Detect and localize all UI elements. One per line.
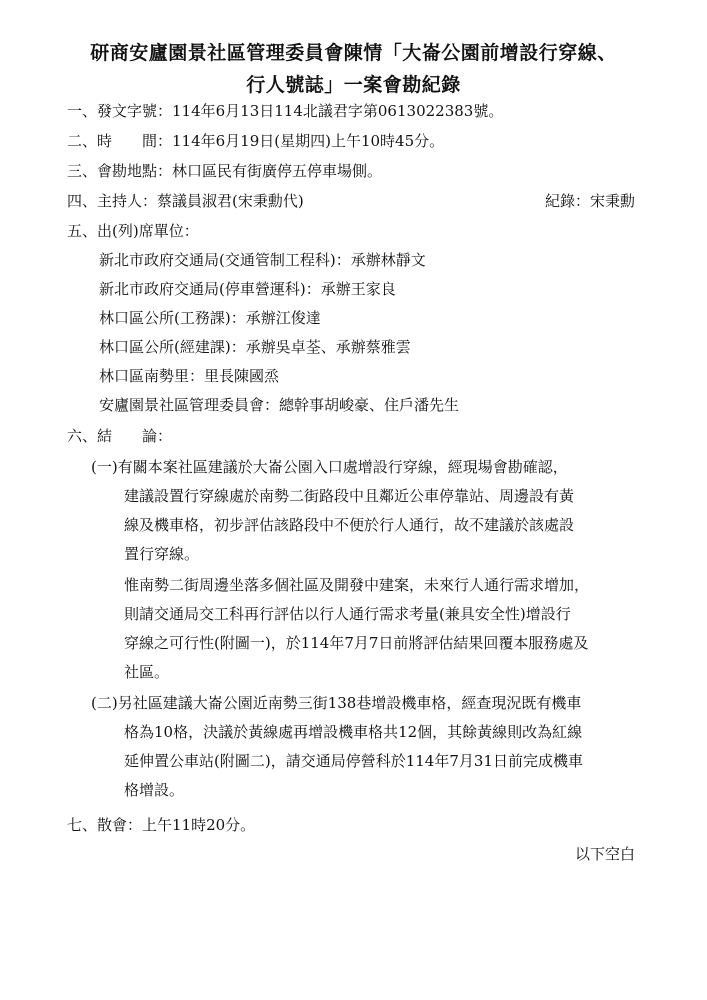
item-meeting-place: 三、會勘地點：林口區民有街廣停五停車場側。 xyxy=(67,162,383,180)
attendee: 林口區南勢里：里長陳國烝 xyxy=(99,367,280,385)
conclusion-1-line: 線及機車格，初步評估該路段中不便於行人通行，故不建議於該處設 xyxy=(124,516,575,534)
item-recorder: 紀錄：宋秉勳 xyxy=(544,192,635,210)
item-document-number: 一、發文字號：114年6月13日114北議君字第0613022383號。 xyxy=(67,102,504,120)
conclusion-1-line: 建議設置行穿線處於南勢二街路段中且鄰近公車停靠站、周邊設有黃 xyxy=(124,487,575,505)
item-meeting-time: 二、時 間：114年6月19日(星期四)上午10時45分。 xyxy=(67,132,445,150)
item-attendees-heading: 五、出(列)席單位： xyxy=(67,222,199,240)
conclusion-2-line: 格增設。 xyxy=(124,781,185,799)
conclusion-heading: 六、結 論： xyxy=(67,427,173,445)
document-title-line-1: 研商安廬園景社區管理委員會陳情「大崙公園前增設行穿線、 xyxy=(90,42,617,64)
attendee: 安廬園景社區管理委員會：總幹事胡峻豪、住戶潘先生 xyxy=(99,396,460,414)
blank-note: 以下空白 xyxy=(574,845,635,863)
item-host: 四、主持人：蔡議員淑君(宋秉勳代) xyxy=(67,192,304,210)
attendee: 新北市政府交通局(停車營運科)：承辦王家良 xyxy=(99,280,396,298)
attendee: 林口區公所(工務課)：承辦江俊達 xyxy=(99,309,321,327)
conclusion-2-line: (二)另社區建議大崙公園近南勢三街138巷增設機車格，經查現況既有機車 xyxy=(91,694,582,712)
conclusion-1-line: 社區。 xyxy=(124,663,170,681)
item-adjourn: 七、散會：上午11時20分。 xyxy=(67,816,256,834)
conclusion-2-line: 延伸置公車站(附圖二)，請交通局停營科於114年7月31日前完成機車 xyxy=(124,752,583,770)
conclusion-2-line: 格為10格，決議於黃線處再增設機車格共12個，其餘黃線則改為紅線 xyxy=(124,723,583,741)
attendee: 林口區公所(經建課)：承辦吳卓荃、承辦蔡雅雲 xyxy=(99,338,411,356)
conclusion-1-line: 置行穿線。 xyxy=(124,545,200,563)
conclusion-1-line: (一)有關本案社區建議於大崙公園入口處增設行穿線，經現場會勘確認， xyxy=(91,458,568,476)
conclusion-1-line: 惟南勢二街周邊坐落多個社區及開發中建案，未來行人通行需求增加， xyxy=(124,576,590,594)
conclusion-1-line: 穿線之可行性(附圖一)，於114年7月7日前將評估結果回覆本服務處及 xyxy=(124,634,589,652)
conclusion-1-line: 則請交通局交工科再行評估以行人通行需求考量(兼具安全性)增設行 xyxy=(124,605,571,623)
attendee: 新北市政府交通局(交通管制工程科)：承辦林靜文 xyxy=(99,251,426,269)
document-title-line-2: 行人號誌」一案會勘紀錄 xyxy=(246,74,461,96)
